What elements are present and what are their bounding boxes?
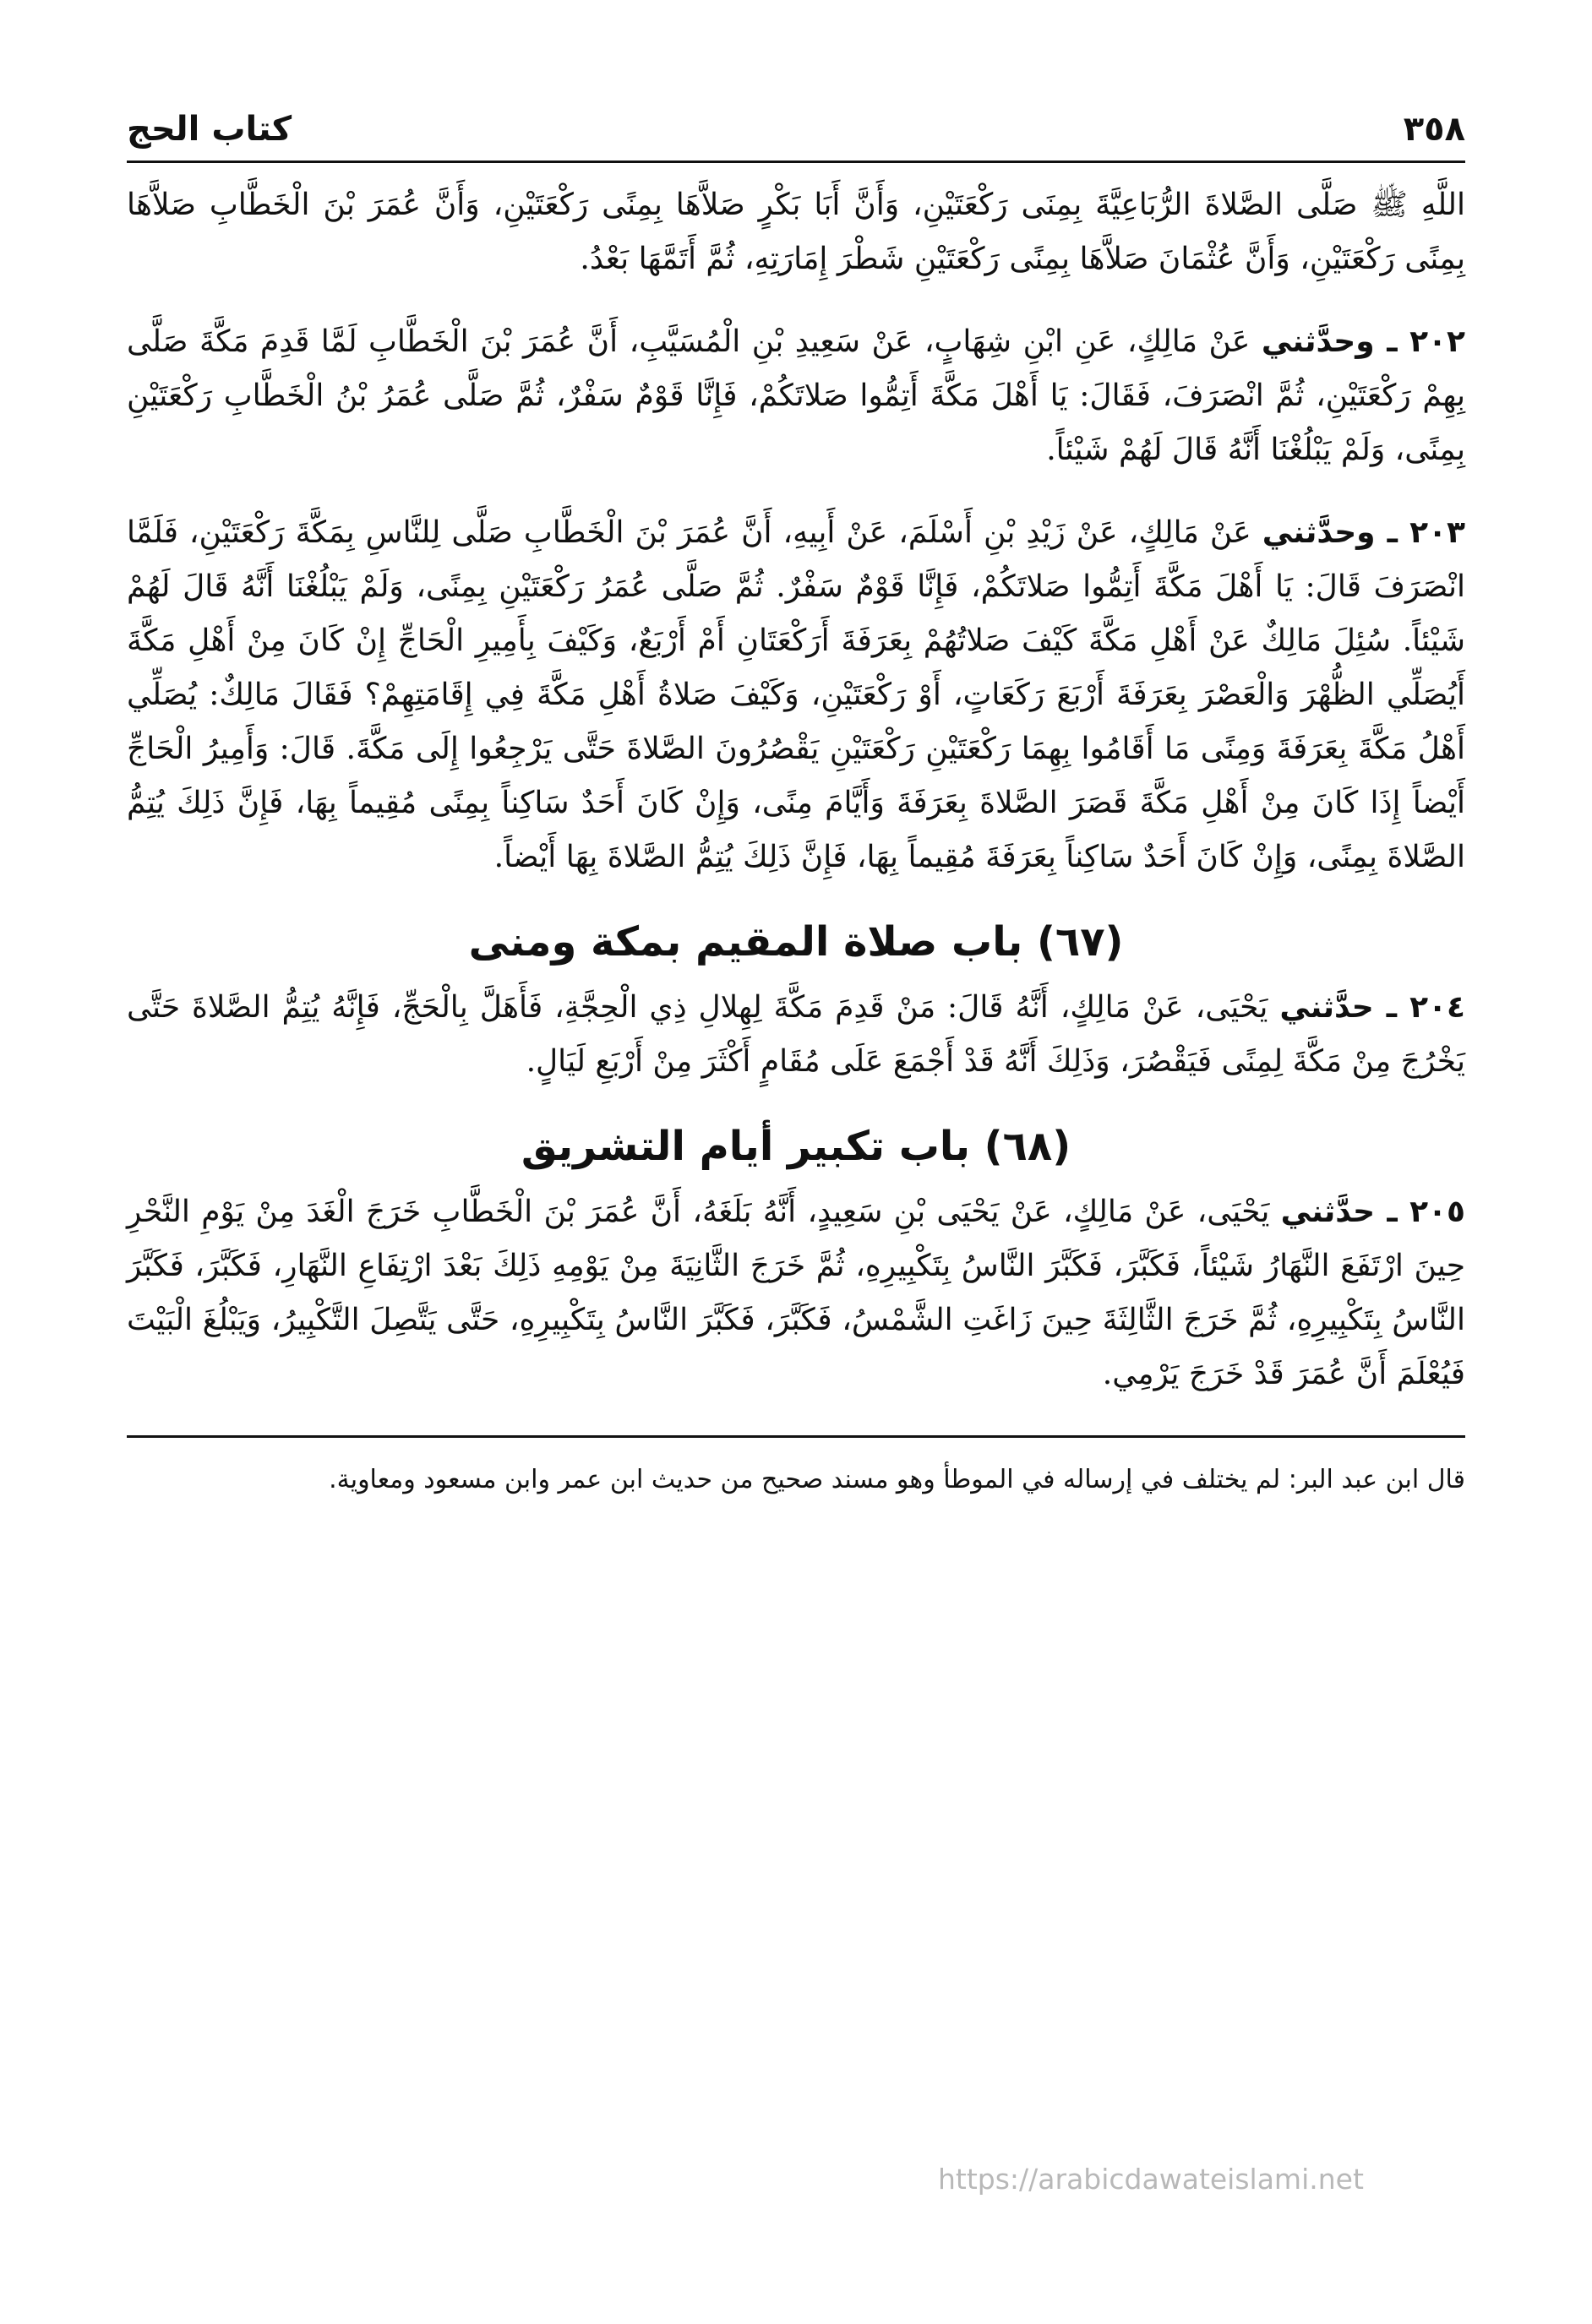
hadith-lead: ٢٠٥ ـ حدَّثني [1280,1195,1465,1229]
watermark-url: https://arabicdawateislami.net [938,2163,1364,2196]
hadith-lead: ٢٠٤ ـ حدَّثني [1279,990,1466,1025]
hadith-204 [127,981,1465,1089]
chapter-heading-67: (٦٧) باب صلاة المقيم بمكة ومنى [468,918,1124,966]
book-title: كتاب الحج [127,110,292,149]
hadith-text: يَحْيَى، عَنْ مَالِكٍ، أَنَّهُ قَالَ: مَنْ قَدِمَ مَكَّةَ لِهِلالِ ذِي الْحِجَّةِ، فَأَهَلَّ بِالْحَجِّ، فَإِنَّهُ يُتِمُّ الصَّلاةَ حَتَّى يَخْرُجَ مِنْ مَكَّةَ لِمِنًى فَيَقْصُرَ، وَذَلِكَ أَنَّهُ قَدْ أَجْمَعَ عَلَى مُقَامٍ أَكْثَرَ مِنْ أَرْبَعِ لَيَالٍ. [127,990,1465,1079]
hadith-text: عَنْ مَالِكٍ، عَنِ ابْنِ شِهَابٍ، عَنْ سَعِيدِ بْنِ الْمُسَيَّبِ، أَنَّ عُمَرَ بْنَ الْخَطَّابِ لَمَّا قَدِمَ مَكَّةَ صَلَّى بِهِمْ رَكْعَتَيْنِ، ثُمَّ انْصَرَفَ، فَقَالَ: يَا أَهْلَ مَكَّةَ أَتِمُّوا صَلاتَكُمْ، فَإِنَّا قَوْمٌ سَفْرٌ، ثُمَّ صَلَّى عُمَرُ بْنُ الْخَطَّابِ رَكْعَتَيْنِ بِمِنًى، وَلَمْ يَبْلُغْنَا أَنَّهُ قَالَ لَهُمْ شَيْئاً. [127,324,1465,467]
page-header [127,110,1465,163]
page-number: ٣٥٨ [1403,110,1465,149]
hadith-lead: ٢٠٣ ـ وحدَّثني [1262,515,1466,550]
footnote: قال ابن عبد البر: لم يختلف في إرساله في الموطأ وهو مسند صحيح من حديث ابن عمر وابن مسعود ومعاوية. [329,1465,1465,1494]
hadith-202 [127,315,1465,477]
paragraph-continued [127,178,1465,286]
hadith-203 [127,506,1465,884]
hadith-text: يَحْيَى، عَنْ مَالِكٍ، عَنْ يَحْيَى بْنِ سَعِيدٍ، أَنَّهُ بَلَغَهُ، أَنَّ عُمَرَ بْنَ الْخَطَّابِ خَرَجَ الْغَدَ مِنْ يَوْمِ النَّحْرِ حِينَ ارْتَفَعَ النَّهَارُ شَيْئاً، فَكَبَّرَ، فَكَبَّرَ النَّاسُ بِتَكْبِيرِهِ، ثُمَّ خَرَجَ الثَّانِيَةَ مِنْ يَوْمِهِ ذَلِكَ بَعْدَ ارْتِفَاعِ النَّهَارِ، فَكَبَّرَ، فَكَبَّرَ النَّاسُ بِتَكْبِيرِهِ، ثُمَّ خَرَجَ الثَّالِثَةَ حِينَ زَاغَتِ الشَّمْسُ، فَكَبَّرَ، فَكَبَّرَ النَّاسُ بِتَكْبِيرِهِ، حَتَّى يَتَّصِلَ التَّكْبِيرُ، وَيَبْلُغَ الْبَيْتَ فَيُعْلَمَ أَنَّ عُمَرَ قَدْ خَرَجَ يَرْمِي. [127,1195,1465,1391]
hadith-text: اللَّهِ ﷺ صَلَّى الصَّلاةَ الرُّبَاعِيَّةَ بِمِنَى رَكْعَتَيْنِ، وَأَنَّ أَبَا بَكْرٍ صَلاَّهَا بِمِنًى رَكْعَتَيْنِ، وَأَنَّ عُمَرَ بْنَ الْخَطَّابِ صَلاَّهَا بِمِنًى رَكْعَتَيْنِ، وَأَنَّ عُثْمَانَ صَلاَّهَا بِمِنًى رَكْعَتَيْنِ شَطْرَ إِمَارَتِهِ، ثُمَّ أَتَمَّهَا بَعْدُ. [127,188,1465,276]
chapter-heading-68: (٦٨) باب تكبير أيام التشريق [521,1123,1071,1170]
hadith-lead: ٢٠٢ ـ وحدَّثني [1261,324,1465,359]
hadith-205 [127,1185,1465,1401]
hadith-text: عَنْ مَالِكٍ، عَنْ زَيْدِ بْنِ أَسْلَمَ، عَنْ أَبِيهِ، أَنَّ عُمَرَ بْنَ الْخَطَّابِ صَلَّى لِلنَّاسِ بِمَكَّةَ رَكْعَتَيْنِ، فَلَمَّا انْصَرَفَ قَالَ: يَا أَهْلَ مَكَّةَ أَتِمُّوا صَلاتَكُمْ، فَإِنَّا قَوْمٌ سَفْرٌ. ثُمَّ صَلَّى عُمَرُ رَكْعَتَيْنِ بِمِنًى، وَلَمْ يَبْلُغْنَا أَنَّهُ قَالَ لَهُمْ شَيْئاً. سُئِلَ مَالِكٌ عَنْ أَهْلِ مَكَّةَ كَيْفَ صَلاتُهُمْ بِعَرَفَةَ أَرَكْعَتَانِ أَمْ أَرْبَعٌ، وَكَيْفَ بِأَمِيرِ الْحَاجِّ إِنْ كَانَ مِنْ أَهْلِ مَكَّةَ أَيُصَلِّي الظُّهْرَ وَالْعَصْرَ بِعَرَفَةَ أَرْبَعَ رَكَعَاتٍ، أَوْ رَكْعَتَيْنِ، وَكَيْفَ صَلاةُ أَهْلِ مَكَّةَ فِي إِقَامَتِهِمْ؟ فَقَالَ مَالِكٌ: يُصَلِّي أَهْلُ مَكَّةَ بِعَرَفَةَ وَمِنًى مَا أَقَامُوا بِهِمَا رَكْعَتَيْنِ رَكْعَتَيْنِ يَقْصُرُونَ الصَّلاةَ حَتَّى يَرْجِعُوا إِلَى مَكَّةَ. قَالَ: وَأَمِيرُ الْحَاجِّ أَيْضاً إِذَا كَانَ مِنْ أَهْلِ مَكَّةَ قَصَرَ الصَّلاةَ بِعَرَفَةَ وَأَيَّامَ مِنًى، وَإِنْ كَانَ أَحَدٌ سَاكِناً بِمِنًى مُقِيماً بِهَا، فَإِنَّ ذَلِكَ يُتِمُّ الصَّلاةَ بِمِنًى، وَإِنْ كَانَ أَحَدٌ سَاكِناً بِعَرَفَةَ مُقِيماً بِهَا، فَإِنَّ ذَلِكَ يُتِمُّ الصَّلاةَ بِهَا أَيْضاً. [127,515,1466,874]
